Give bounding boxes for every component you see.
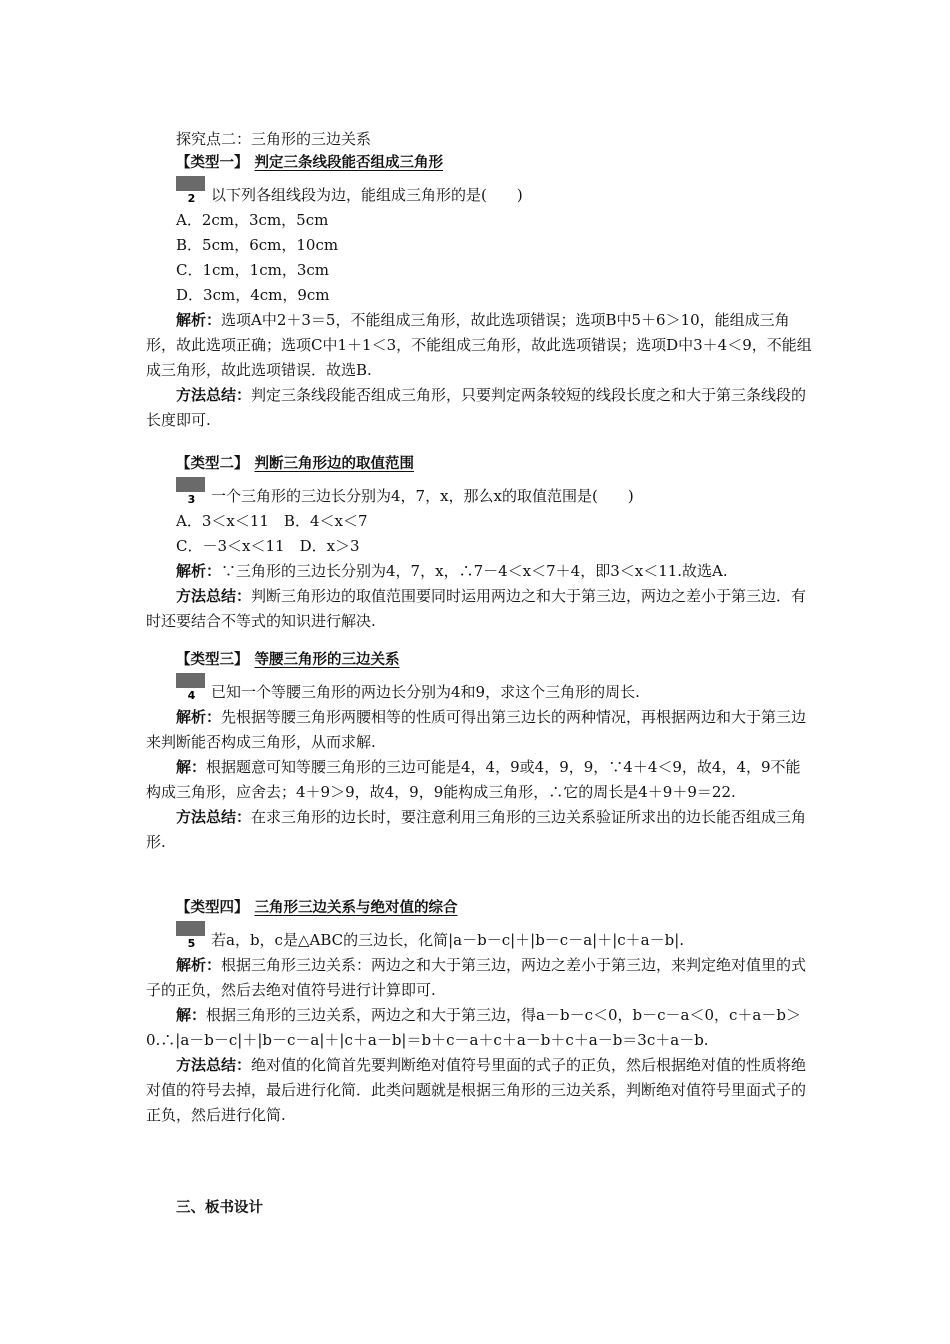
- example-badge-icon: 例3: [176, 477, 205, 492]
- analysis-label: 解析：: [176, 708, 222, 726]
- type-label: 【类型四】: [176, 900, 249, 916]
- example-question: [146, 477, 812, 509]
- analysis-label: 解析：: [176, 311, 222, 329]
- summary-text: 判断三角形边的取值范围要同时运用两边之和大于第三边，两边之差小于第三边．有时还要结合不等式的知识进行解决.: [146, 587, 807, 630]
- solution-paragraph: [146, 1003, 812, 1053]
- type-block-4: [146, 896, 812, 1128]
- example-question: [146, 673, 812, 705]
- type-heading: [146, 648, 812, 673]
- section-title: 三、板书设计: [176, 1200, 263, 1216]
- summary-label: 方法总结：: [176, 587, 252, 605]
- analysis-text: 根据三角形三边关系：两边之和大于第三边，两边之差小于第三边，来判定绝对值里的式子的正负，然后去绝对值符号进行计算即可.: [146, 956, 807, 999]
- analysis-paragraph: [146, 953, 812, 1003]
- solution-label: 解：: [176, 1006, 207, 1024]
- solution-paragraph: [146, 755, 812, 805]
- type-title: 三角形三边关系与绝对值的综合: [254, 900, 458, 916]
- summary-paragraph: [146, 1053, 812, 1128]
- summary-text: 在求三角形的边长时，要注意利用三角形的三边关系验证所求出的边长能否组成三角形.: [146, 808, 807, 851]
- example-badge-icon: 例2: [176, 176, 205, 191]
- option-item: D．3cm，4cm，9cm: [176, 286, 330, 304]
- analysis-paragraph: [146, 308, 812, 383]
- solution-label: 解：: [176, 758, 207, 776]
- type-title: 判定三条线段能否组成三角形: [254, 155, 443, 171]
- type-heading: [146, 151, 812, 176]
- type-heading: [146, 896, 812, 921]
- analysis-label: 解析：: [176, 562, 222, 580]
- example-badge-icon: 例4: [176, 673, 205, 688]
- type-title: 判断三角形边的取值范围: [254, 456, 414, 472]
- type-title: 等腰三角形的三边关系: [254, 652, 400, 668]
- analysis-paragraph: [146, 705, 812, 755]
- type-block-2: [146, 452, 812, 634]
- analysis-text: 先根据等腰三角形两腰相等的性质可得出第三边长的两种情况，再根据两边和大于第三边来判断能否构成三角形，从而求解.: [146, 708, 807, 751]
- option-item: A．3＜x＜11 B．4＜x＜7: [176, 512, 368, 530]
- analysis-text: 选项A中2＋3＝5，不能组成三角形，故此选项错误；选项B中5＋6＞10，能组成三角形，故此选项正确；选项C中1＋1＜3，不能组成三角形，故此选项错误；选项D中3＋4＜9，不能组成三角形，故此选项错误．故选B.: [146, 311, 812, 379]
- example-question: [146, 176, 812, 208]
- question-text: 若a，b，c是△ABC的三边长，化简|a－b－c|＋|b－c－a|＋|c＋a－b|.: [211, 931, 685, 949]
- solution-text: 根据题意可知等腰三角形的三边可能是4，4，9或4，9，9，∵4＋4＜9，故4，4，9不能构成三角形，应舍去；4＋9＞9，故4，9，9能构成三角形，∴它的周长是4＋9＋9＝22.: [146, 758, 801, 801]
- analysis-paragraph: [146, 559, 812, 584]
- section-title: 探究点二：三角形的三边关系: [176, 130, 372, 148]
- analysis-text: ∵三角形的三边长分别为4，7，x，∴7－4＜x＜7＋4，即3＜x＜11.故选A.: [221, 562, 728, 580]
- section-heading: [146, 127, 812, 152]
- type-label: 【类型一】: [176, 155, 249, 171]
- type-label: 【类型二】: [176, 456, 249, 472]
- question-text: 一个三角形的三边长分别为4，7，x，那么x的取值范围是( ): [211, 487, 634, 505]
- question-text: 以下列各组线段为边，能组成三角形的是( ): [211, 186, 523, 204]
- option-item: A．2cm，3cm，5cm: [176, 211, 329, 229]
- type-heading: [146, 452, 812, 477]
- summary-paragraph: [146, 383, 812, 433]
- example-question: [146, 921, 812, 953]
- summary-text: 判定三条线段能否组成三角形，只要判定两条较短的线段长度之和大于第三条线段的长度即可.: [146, 386, 807, 429]
- option-item: C．1cm，1cm，3cm: [176, 261, 329, 279]
- type-label: 【类型三】: [176, 652, 249, 668]
- summary-label: 方法总结：: [176, 1056, 252, 1074]
- type-block-1: [146, 151, 812, 433]
- question-text: 已知一个等腰三角形的两边长分别为4和9，求这个三角形的周长.: [211, 683, 640, 701]
- type-block-3: [146, 648, 812, 855]
- analysis-label: 解析：: [176, 956, 222, 974]
- summary-text: 绝对值的化简首先要判断绝对值符号里面的式子的正负，然后根据绝对值的性质将绝对值的符号去掉，最后进行化简．此类问题就是根据三角形的三边关系，判断绝对值符号里面式子的正负，然后进行化简.: [146, 1056, 807, 1124]
- option-item: B．5cm，6cm，10cm: [176, 236, 339, 254]
- summary-paragraph: [146, 584, 812, 634]
- summary-label: 方法总结：: [176, 386, 252, 404]
- section-heading-3: [146, 1196, 812, 1221]
- option-item: C．－3＜x＜11 D．x＞3: [176, 537, 360, 555]
- summary-label: 方法总结：: [176, 808, 252, 826]
- solution-text: 根据三角形的三边关系，两边之和大于第三边，得a－b－c＜0，b－c－a＜0，c＋a－b＞0.∴|a－b－c|＋|b－c－a|＋|c＋a－b|＝b＋c－a＋c＋a－b＋c＋a－b＝3c＋a－b.: [146, 1006, 801, 1049]
- example-badge-icon: 例5: [176, 921, 205, 936]
- summary-paragraph: [146, 805, 812, 855]
